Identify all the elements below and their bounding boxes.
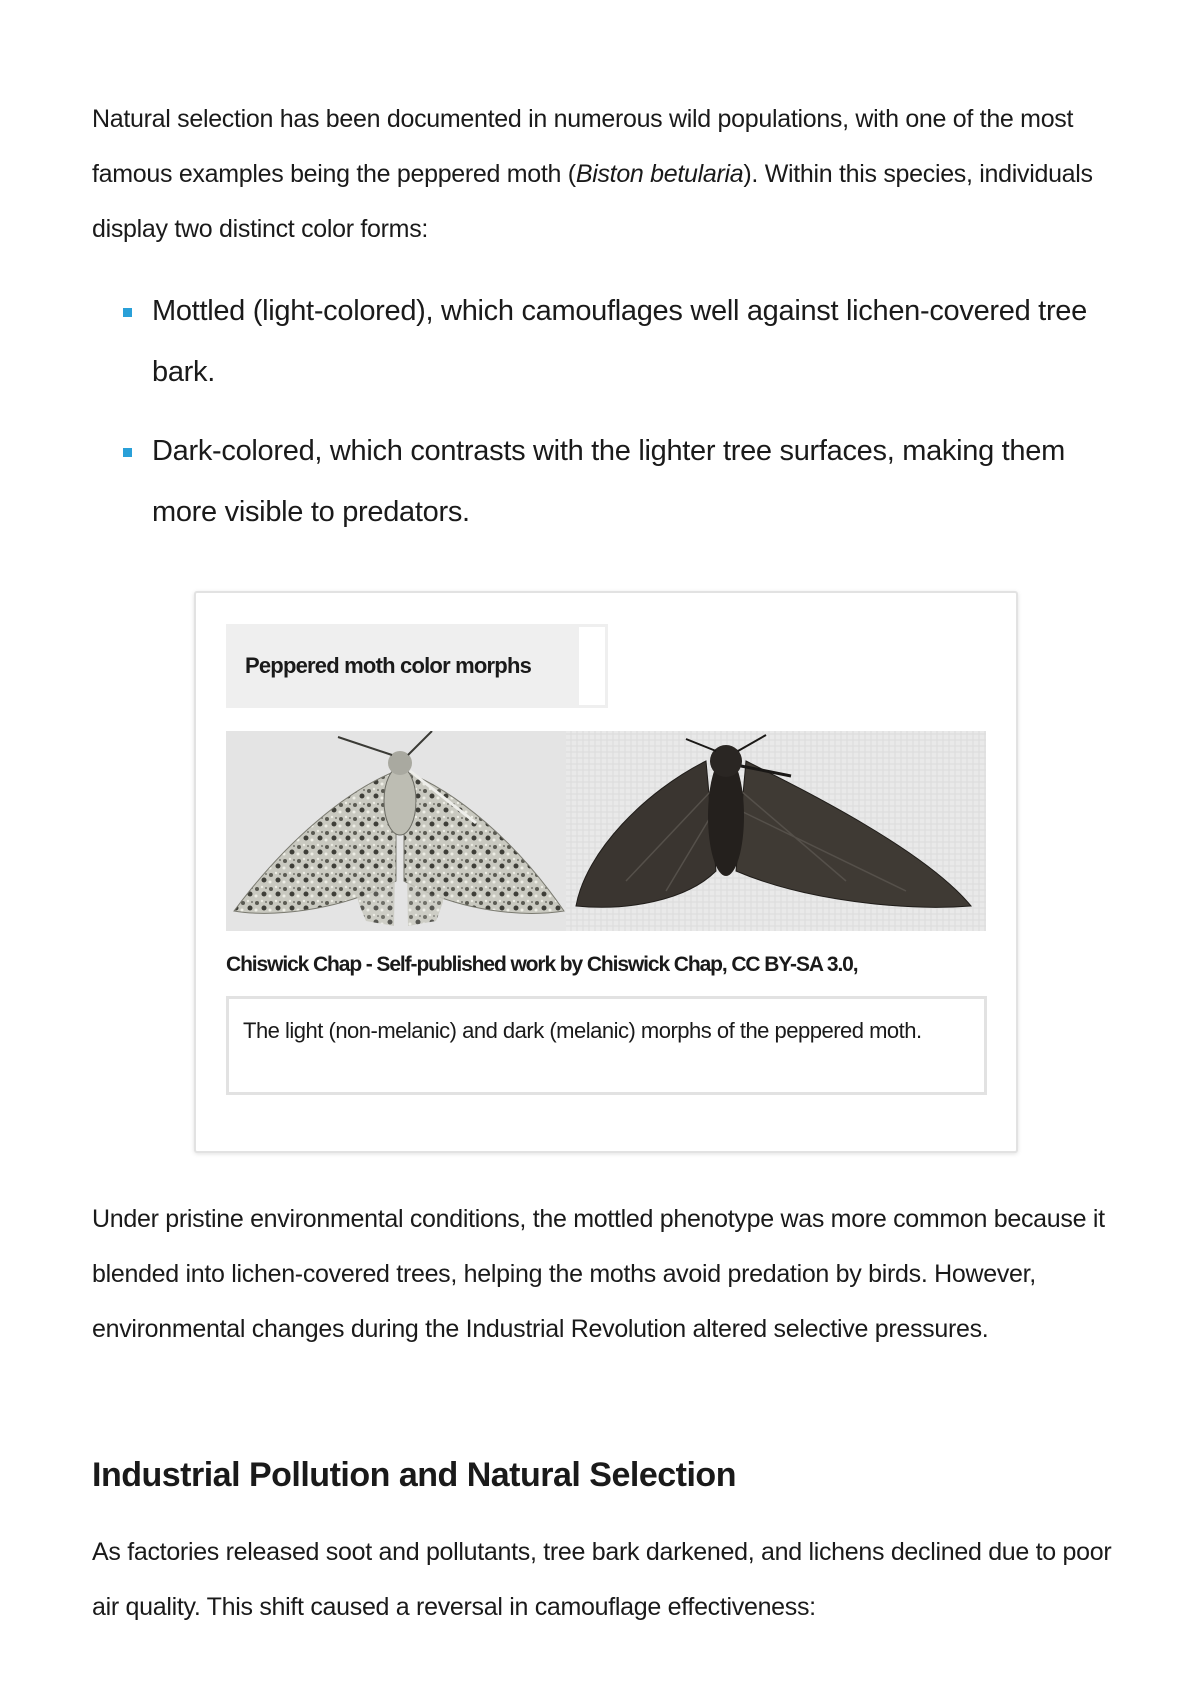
bullet-square-icon (123, 308, 132, 317)
intro-text-1: Natural selection has been documented in numerous wild populations, with one of the most famous examples being the peppered moth ( (92, 105, 1074, 188)
figure-title-box (226, 624, 608, 708)
figure-card (194, 591, 1018, 1153)
body-paragraph: As factories released soot and pollutants, tree bark darkened, and lichens declined due to poor air quality. This shift caused a reversal in camouflage effectiveness: (92, 1538, 1112, 1621)
figure-title: Peppered moth color morphs (229, 627, 579, 705)
intro-paragraph (92, 92, 1122, 257)
intro-text-2: ). Within this species, individuals display two distinct color forms: (92, 160, 1093, 243)
list-item (92, 421, 1122, 543)
moth-photo (226, 731, 986, 931)
morph-list (92, 281, 1122, 543)
bullet-square-icon (123, 448, 132, 457)
section-heading: Industrial Pollution and Natural Selection (92, 1456, 736, 1494)
species-name: Biston betularia (575, 160, 744, 188)
body-paragraph: Under pristine environmental conditions, the mottled phenotype was more common because it blended into lichen-covered trees, helping the moths avoid predation by birds. However, environmental changes during the Industrial Revolution altered selective pressures. (92, 1205, 1105, 1343)
figure-caption: The light (non-melanic) and dark (melanic) morphs of the peppered moth. (226, 996, 987, 1095)
figure-credit: Chiswick Chap - Self-published work by Chiswick Chap, CC BY-SA 3.0, (226, 953, 858, 976)
list-item-text: Dark-colored, which contrasts with the lighter tree surfaces, making them more visible to predators. (152, 435, 1065, 528)
list-item (92, 281, 1122, 403)
list-item-text: Mottled (light-colored), which camouflages well against lichen-covered tree bark. (152, 295, 1087, 388)
document-page (92, 92, 1122, 561)
